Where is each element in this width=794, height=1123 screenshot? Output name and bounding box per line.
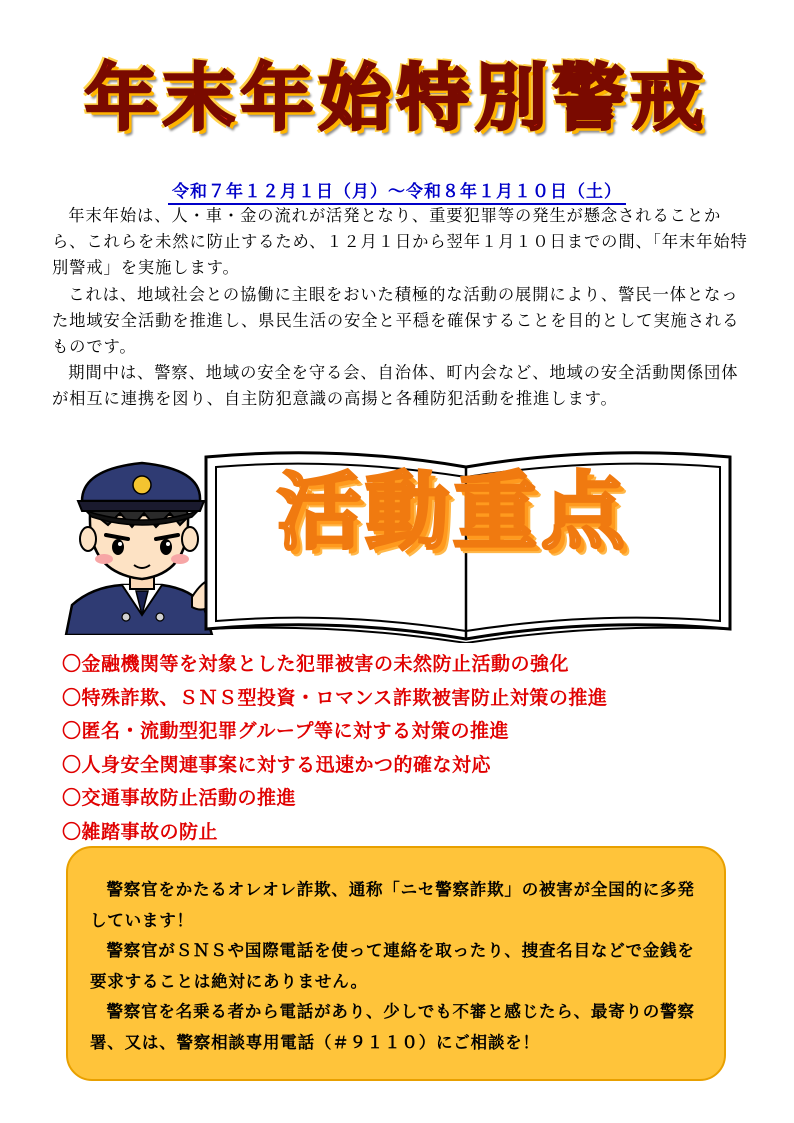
list-item: 〇金融機関等を対象とした犯罪被害の未然防止活動の強化 — [62, 653, 570, 675]
period-line — [0, 177, 794, 202]
list-item: 〇匿名・流動型犯罪グループ等に対する対策の推進 — [62, 720, 509, 742]
list-item: 〇特殊詐欺、ＳＮＳ型投資・ロマンス詐欺被害防止対策の推進 — [62, 686, 608, 709]
notice-paragraph: 警察官をかたるオレオレ詐欺、通称「ニセ警察詐欺」の被害が全国的に多発しています！ — [90, 880, 695, 930]
intro-paragraph: これは、地域社会との協働に主眼をおいた積極的な活動の展開により、警民一体となった地域安全活動を推進し、県民生活の安全と平穏を確保することを目的として実施されるものです。 — [52, 284, 740, 357]
list-item: 〇交通事故防止活動の推進 — [62, 787, 297, 809]
intro-paragraph: 年末年始は、人・車・金の流れが活発となり、重要犯罪等の発生が懸念されることから、これらを未然に防止するため、１２月１日から翌年１月１０日までの間、「年末年始特別警戒」を実施します。 — [52, 206, 748, 278]
notice-paragraph: 警察官を名乗る者から電話があり、少しでも不審と感じたら、最寄りの警察署、又は、警察相談専用電話（＃９１１０）にご相談を！ — [90, 1002, 695, 1052]
page-title: 年末年始特別警戒 — [84, 56, 709, 140]
period-text: 令和７年１２月１日（月）～令和８年１月１０日（土） — [168, 182, 626, 205]
list-item: 〇人身安全関連事案に対する迅速かつ的確な対応 — [62, 753, 492, 776]
priority-list — [62, 648, 762, 849]
list-item: 〇雑踏事故の防止 — [62, 820, 219, 843]
notice-paragraph: 警察官がＳＮＳや国際電話を使って連絡を取ったり、捜査名目などで金銭を要求することは絶対にありません。 — [90, 941, 695, 991]
intro-paragraph: 期間中は、警察、地域の安全を守る会、自治体、町内会など、地域の安全活動関係団体が相互に連携を図り、自主防犯意識の高揚と各種防犯活動を推進します。 — [52, 363, 739, 409]
intro-text — [52, 203, 752, 413]
fraud-warning-box — [66, 846, 726, 1081]
section-heading: 活動重点 — [276, 463, 629, 561]
